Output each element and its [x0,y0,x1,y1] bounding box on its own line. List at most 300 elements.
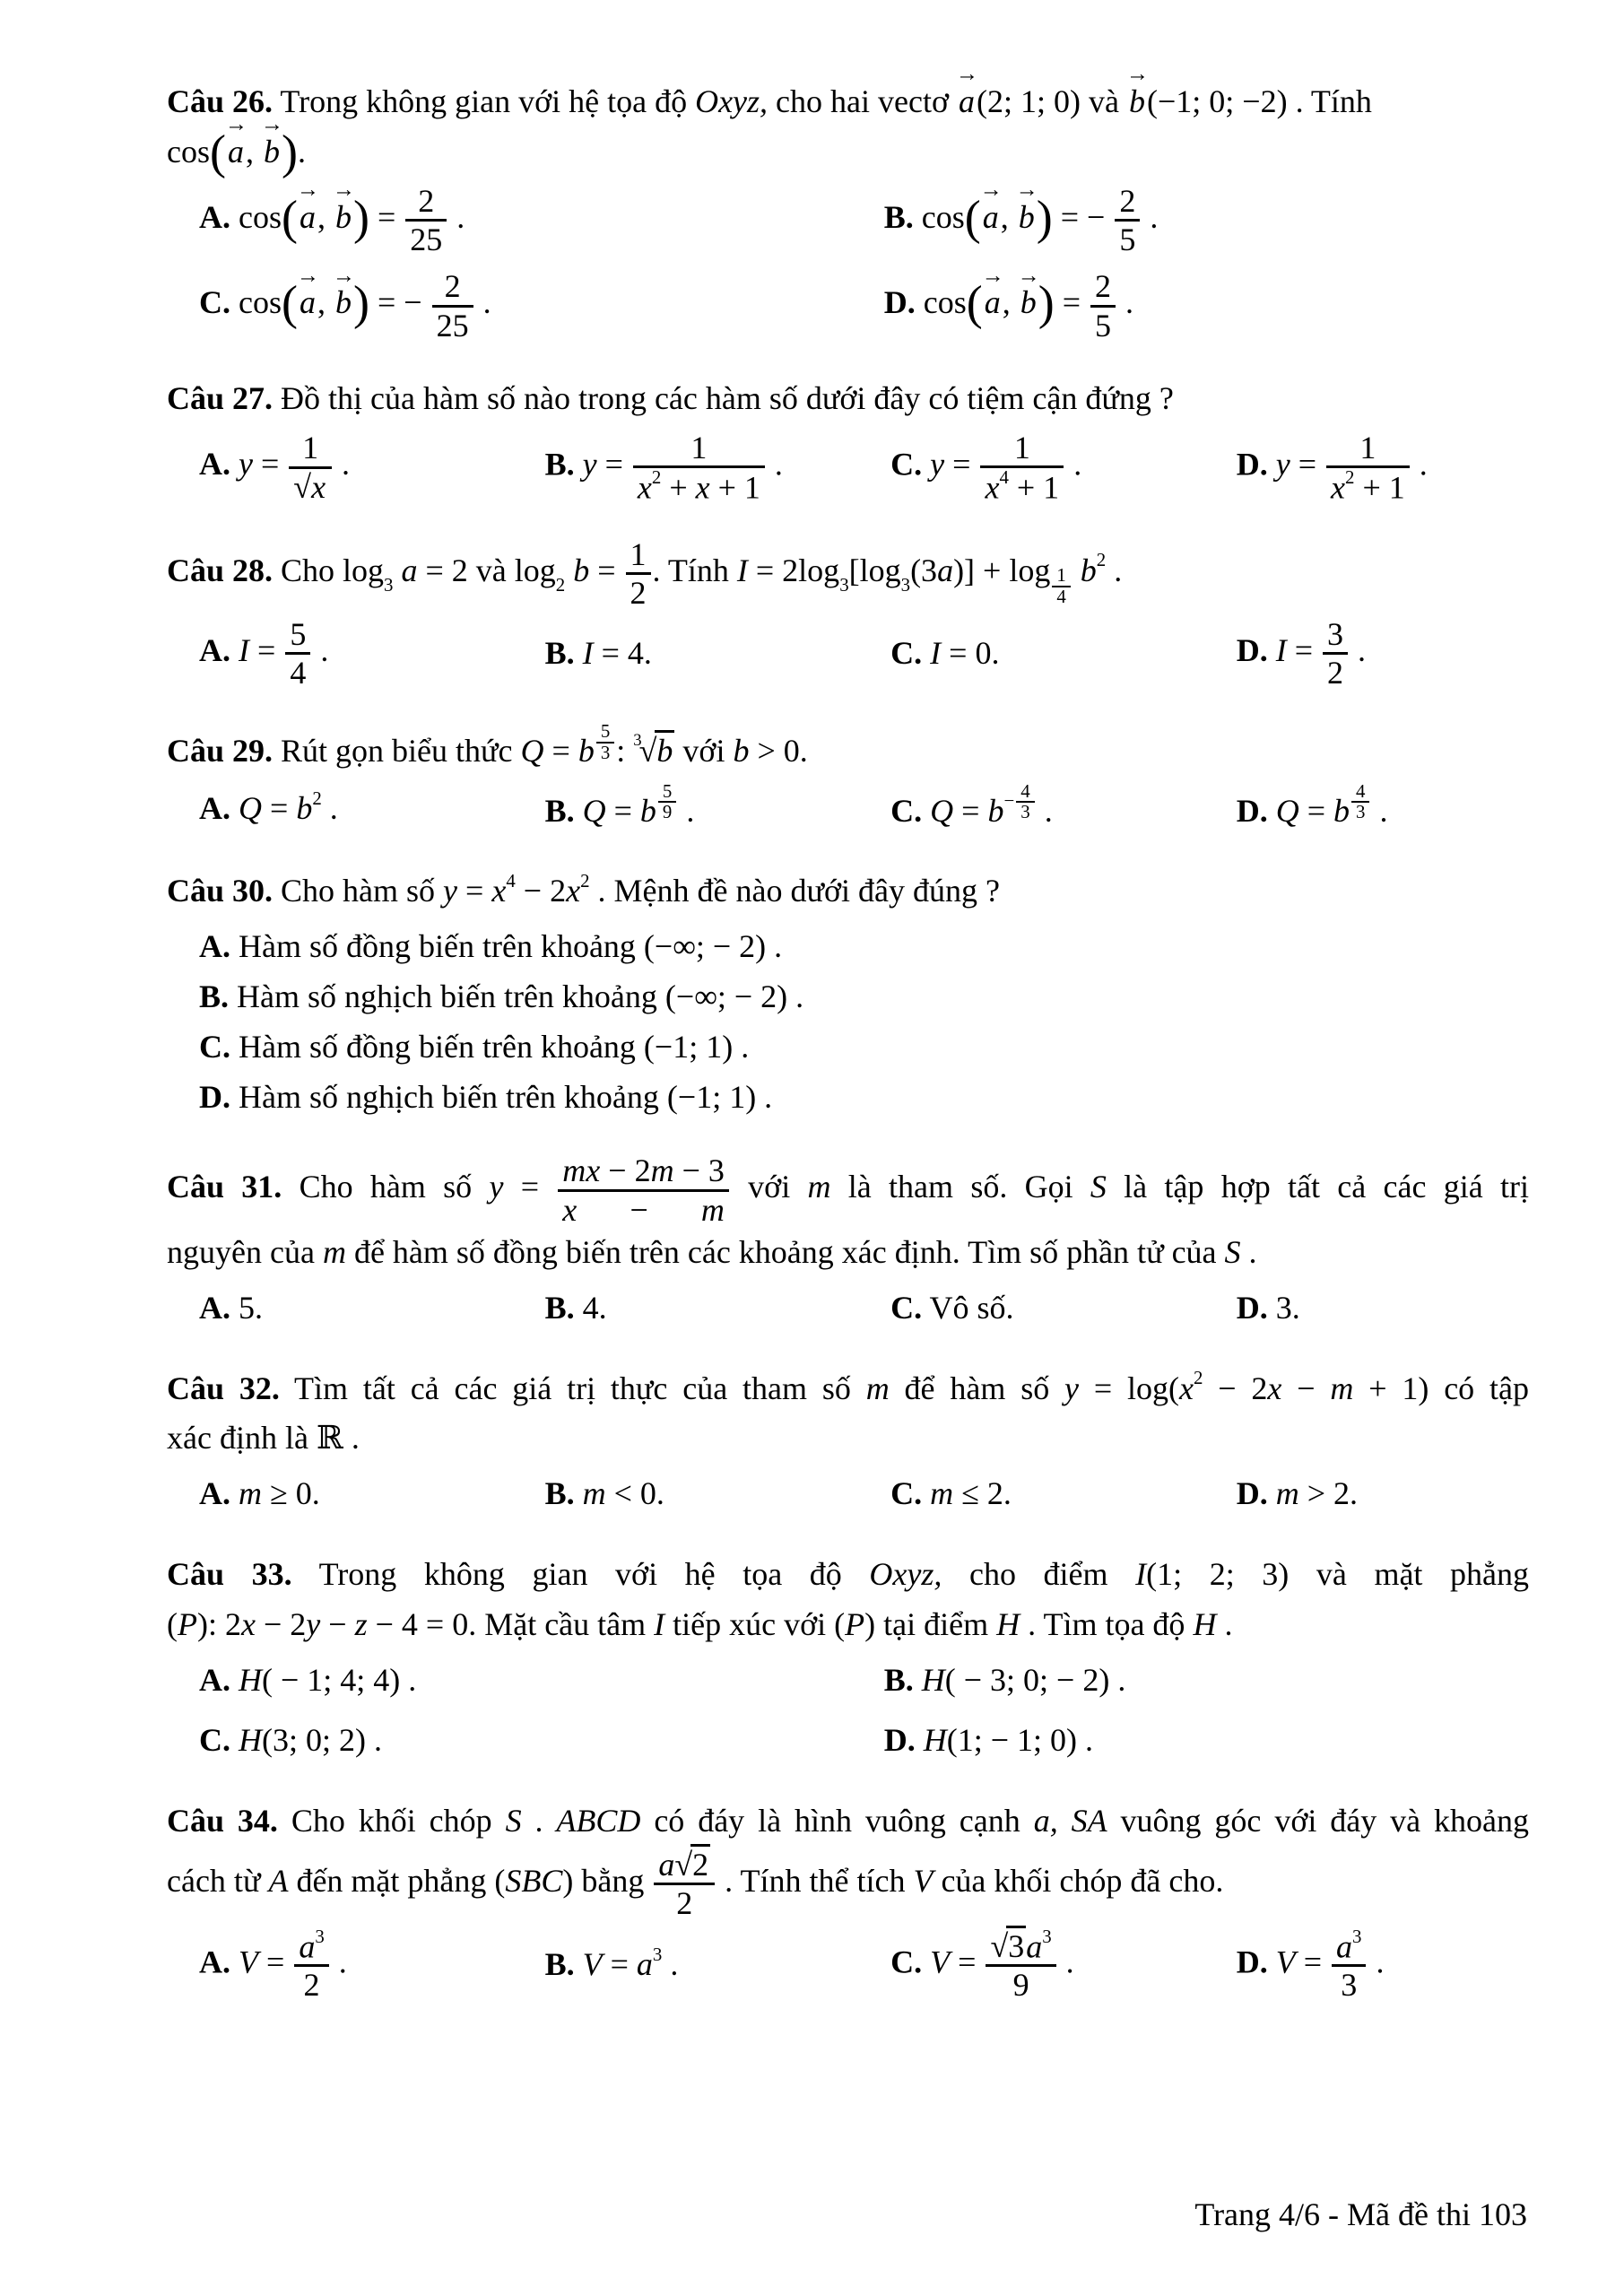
fraction [1330,1927,1368,2004]
subscript: 3 [384,574,394,596]
option-label: C. [890,1944,923,1980]
vector-arrow-icon: → [332,263,356,288]
question-34-stem [167,1796,1529,1921]
numerator: 4 [1356,779,1366,802]
stem-line: Câu 30. Cho hàm số y = x4 − 2x2 . Mệnh đề nào dưới đây đúng ? [167,870,1000,909]
question-34-options [167,1927,1529,2004]
question-26-options [167,178,1529,344]
denominator: 9 [986,1964,1055,2003]
option-label: D. [1236,1944,1268,1980]
question-32-stem [167,1364,1529,1465]
math-var: b [733,732,750,769]
question-26 [167,62,1529,344]
math-var: x [985,469,1000,506]
math-var: m [582,1475,606,1512]
numerator [654,1847,715,1883]
option-32-B: B. m < 0. [544,1475,664,1512]
stem-line: Câu 27. Đồ thị của hàm số nào trong các hàm số dưới đây có tiệm cận đứng ? [167,379,1174,416]
math-var: a [299,1927,316,1964]
option-label: D. [199,1078,230,1115]
option-label: B. [544,1289,575,1326]
option-33-C: C. H(3; 0; 2) . [199,1722,382,1759]
fraction [1113,183,1142,258]
option-26-D: D. cos( → a, → b) = $\frac{2}{5}$ . [883,263,1134,344]
denominator: 5 [1115,219,1140,257]
denominator: 2 [294,1964,328,2003]
math-var: I [582,635,594,672]
math-var: I [239,632,249,669]
vector [224,112,248,178]
numerator: 1 [1013,429,1030,465]
supscript: 4 [506,870,516,892]
math-var: y [930,446,945,483]
option-label: C. [890,792,923,829]
subscript [1050,566,1072,607]
option-label: C. [890,635,923,672]
denominator: x − m [558,1189,729,1228]
fraction [1089,268,1117,344]
math-var: a [401,552,418,588]
math-var: H [996,1605,1020,1642]
option-27-D: D. y = $\frac{1}{x2 + 1}$ . [1236,429,1428,506]
math-var: b [334,198,352,235]
denominator: 3 [1332,1964,1366,2003]
supscript: 2 [1096,549,1107,571]
question-34 [167,1796,1529,2003]
math-var: m [650,1152,674,1189]
denominator: 3 [596,742,614,763]
math-var: b [1333,792,1350,829]
math-var: x [1179,1370,1194,1406]
question-32 [167,1364,1529,1519]
option-31-B: B. 4. [544,1289,607,1326]
denominator: x2 + x + 1 [633,465,765,506]
denominator: 5 [1090,305,1116,344]
numerator: 1 [1359,429,1376,465]
denominator: 2 [626,572,651,611]
option-label: D. [883,284,916,321]
math-var: x [241,1605,256,1642]
page-footer [1194,2190,1527,2240]
option-label: A. [199,1475,230,1512]
supscript [1350,779,1371,823]
bold-text: Câu 26. [167,83,274,119]
vector-arrow-icon: → [981,263,1004,288]
math-var: b [1020,284,1037,321]
denominator: 9 [658,801,676,822]
stem-line: nguyên của m để hàm số đồng biến trên các khoảng xác định. Tìm số phần tử của S . [167,1233,1257,1270]
question-30 [167,866,1529,1122]
footer-text: Trang 4/6 - Mã đề thi 103 [1194,2196,1527,2233]
stem-line: cách từ A đến mặt phẳng (SBC) bằng $\frac{a√2}{2}$ . Tính thể tích V của khối chóp đã cho. [167,1847,1529,1922]
radicand: 2 [690,1844,710,1883]
math-var: m [322,1233,346,1270]
option-label: C. [890,446,923,483]
vector [979,178,1003,243]
radical-sign-icon: √ [293,468,310,505]
option-29-A: A. Q = b2 . [199,787,338,827]
question-list [167,62,1530,2004]
math-var: b [334,284,352,321]
option-34-A: A. V = $\frac{a3}{2}$ . [199,1925,347,2004]
stem-line: Câu 31. Cho hàm số y = $\frac{mx - 2m - 3}{x - m}$ với m là tham số. Gọi S là tập hợp tất cả các giá trị [167,1152,1529,1228]
big-paren: ) [352,190,369,245]
math-var: I [930,635,942,672]
option-label: A. [199,1661,230,1698]
math-var: x [695,469,710,506]
question-29-stem [167,719,1529,777]
option-26-A: A. cos( → a, → b) = $\frac{2}{25}$ . [199,178,465,257]
option-label: B. [883,198,914,235]
fraction [283,616,312,691]
fraction [1324,430,1411,506]
denominator: 25 [432,305,473,344]
math-var: b [263,133,280,170]
math-var: b [987,792,1004,829]
option-33-A: A. H( − 1; 4; 4) . [199,1661,417,1698]
radical [293,469,327,505]
big-paren: ) [352,275,369,330]
math-var: S [1090,1169,1107,1205]
math-var: x [562,1191,578,1228]
supscript: 2 [1194,1367,1203,1389]
math-var: a [658,1846,675,1883]
option-34-B: B. V = a3 . [544,1943,679,1983]
stem-line: (P): 2x − 2y − z − 4 = 0. Mặt cầu tâm I tiếp xúc với (P) tại điểm H . Tìm tọa độ H . [167,1605,1233,1642]
question-31 [167,1152,1529,1333]
math-var: I [654,1605,665,1642]
vector-arrow-icon: → [224,112,248,137]
question-33-options [167,1656,1529,1767]
stem-line: Câu 28. Cho log3 a = 2 và log2 b = $\frac{1}{2}$ . Tính I = 2log3[log3(3a)] + log $\frac{1}{4}$ b2 . [167,535,1123,611]
vector [296,263,320,328]
option-28-C: C. I = 0. [890,635,1000,672]
fraction [556,1152,731,1228]
math-var: z [354,1605,368,1642]
numerator: 2 [444,268,461,305]
option-31-C: C. Vô số. [890,1289,1014,1326]
math-var: A [268,1863,289,1900]
option-30-A: A. Hàm số đồng biến trên khoảng (−∞; − 2) . [199,928,783,965]
numerator: 4 [1020,779,1030,802]
supscript: 3 [315,1925,325,1947]
radicand: 3 [1006,1926,1026,1964]
supscript: 3 [1352,1925,1362,1947]
option-30-C: C. Hàm số đồng biến trên khoảng (−1; 1) . [199,1028,750,1065]
vector [1017,263,1040,328]
option-label: A. [199,1944,230,1980]
math-var: m [807,1169,831,1205]
fraction [430,268,475,344]
math-var: b [573,552,590,588]
option-label: D. [1236,632,1268,669]
math-var: Q [1275,792,1299,829]
option-32-C: C. m ≤ 2. [890,1475,1012,1512]
option-label: B. [544,446,575,483]
math-var: x [1331,469,1346,506]
option-label: C. [199,1722,230,1759]
math-var: a [1336,1927,1353,1964]
supscript: 2 [1345,465,1355,488]
fraction [631,430,767,506]
numerator: 1 [630,535,647,572]
radical [674,1847,710,1883]
stem-line: cos( → a, → b). [167,112,306,179]
numerator: 1 [1056,564,1066,587]
bold-text: Câu 34. [167,1803,278,1839]
big-paren: ) [281,125,298,179]
denominator: x2 + 1 [1326,465,1410,506]
stem-line: Câu 26. Trong không gian với hệ tọa độ Oxyz, cho hai vectơ → a(2; 1; 0) và → b(−1; 0; −2) . Tính [167,77,1529,127]
bold-text: Câu 28. [167,552,274,588]
math-var: a [227,133,244,170]
option-label: B. [544,1475,575,1512]
math-var: Q [582,792,606,829]
numerator [1332,1927,1366,1965]
option-27-A: A. y = $\frac{1}{√x}$ . [199,430,351,505]
math-var: y [1275,446,1290,483]
math-var: H [239,1722,262,1759]
math-var: y [1064,1370,1080,1406]
vector-arrow-icon: → [332,178,356,203]
supscript: 3 [1042,1925,1052,1947]
denominator: 2 [654,1883,715,1921]
math-var: a [636,1946,653,1983]
fraction [1350,779,1371,823]
option-28-D: D. I = $\frac{3}{2}$ . [1236,616,1367,691]
math-var: a [984,284,1001,321]
supscript: − $\frac{4}{3}$ [1003,782,1036,823]
option-26-C: C. cos( → a, → b) = − $\frac{2}{25}$ . [199,263,491,344]
math-var: Q [239,790,262,827]
math-var: a [937,552,954,588]
math-var: y [489,1169,504,1205]
math-var: I [736,552,748,588]
option-label: B. [544,792,575,829]
radical [633,726,674,777]
math-var: SBC [505,1863,563,1900]
math-var: x [491,873,507,909]
vector [296,178,320,243]
math-var: H [239,1661,262,1698]
math-var: m [930,1475,954,1512]
math-var: V [239,1944,258,1980]
denominator: 25 [405,219,447,257]
vector-arrow-icon: → [955,62,979,87]
option-label: B. [199,978,230,1014]
question-31-options [167,1283,1529,1334]
fraction [1014,779,1036,823]
question-29-options [167,779,1529,837]
math-var: y [239,446,253,483]
math-var: SA [1071,1803,1107,1839]
numerator: 2 [418,182,435,219]
option-26-B: B. cos( → a, → b) = − $\frac{2}{5}$ . [883,178,1159,257]
root-index: 3 [633,731,642,750]
option-29-D: D. Q = b $\frac{4}{3}$ . [1236,779,1388,829]
question-28 [167,536,1529,691]
math-var: V [582,1946,603,1983]
vector-arrow-icon: → [1125,62,1150,87]
fraction [984,1927,1057,2004]
option-27-B: B. y = $\frac{1}{x2 + x + 1}$ . [544,429,783,506]
big-paren: ) [1038,275,1055,330]
math-var: m [239,1475,262,1512]
option-29-B: B. Q = b $\frac{5}{9}$ . [544,779,695,829]
vector [955,62,979,127]
question-32-options [167,1469,1529,1519]
math-var: a [299,198,316,235]
math-var: b [1080,552,1097,588]
option-27-C: C. y = $\frac{1}{x4 + 1}$ . [890,429,1082,506]
math-var: x [1267,1370,1282,1406]
supscript: 3 [652,1943,663,1965]
option-32-D: D. m > 2. [1236,1475,1359,1512]
fraction [1321,616,1350,691]
option-label: A. [199,1289,230,1326]
vector-arrow-icon: → [296,178,320,203]
numerator: 1 [690,429,708,465]
stem-line: xác định là ℝ . [167,1420,360,1457]
numerator [294,1927,328,1965]
question-27-options [167,430,1529,506]
vector [1125,62,1150,127]
option-28-B: B. I = 4. [544,635,652,672]
radical-sign-icon: √ [638,732,656,769]
question-29 [167,719,1529,837]
question-28-options [167,616,1529,691]
denominator [289,466,332,505]
subscript: 3 [839,574,849,596]
math-var: Q [520,732,544,769]
supscript: 4 [999,465,1009,488]
math-var: b [639,792,656,829]
option-31-A: A. 5. [199,1289,263,1326]
math-var: S [1224,1233,1241,1270]
option-29-C: C. Q = b− $\frac{4}{3}$ . [890,779,1053,829]
stem-line: Câu 29. Rút gọn biểu thức Q = b $\frac{5}{3}$ : 3√b với b > 0. [167,722,1529,777]
fraction [404,183,448,258]
stem-line: Câu 34. Cho khối chóp S . ABCD có đáy là hình vuông cạnh a, SA vuông góc với đáy và khoảng [167,1803,1530,1839]
math-var: a [982,198,999,235]
option-label: D. [1236,1475,1268,1512]
denominator: 2 [1323,652,1348,691]
option-28-A: A. I = $\frac{5}{4}$ . [199,616,329,691]
option-31-D: D. 3. [1236,1289,1300,1326]
math-var: P [178,1605,197,1642]
math-var: y [306,1605,321,1642]
math-var: x [566,873,581,909]
option-34-C: C. V = $\frac{√3a3}{9}$ . [890,1925,1074,2004]
math-var: Q [930,792,954,829]
option-label: A. [199,790,230,827]
fraction [624,536,653,612]
big-paren: ) [1036,190,1053,245]
numerator: 1 [302,430,319,466]
vector [1015,178,1038,243]
math-var: V [1275,1944,1296,1980]
numerator [986,1927,1055,1965]
math-var: mx [562,1152,601,1189]
vector [332,178,356,243]
bold-text: Câu 27. [167,379,274,416]
math-var: m [1330,1370,1354,1406]
question-26-stem [167,62,1529,179]
math-var: x [637,469,652,506]
math-var: b [656,732,673,769]
subscript: 3 [900,574,911,596]
math-var: m [865,1370,890,1406]
question-28-stem [167,536,1529,612]
option-label: A. [199,198,230,235]
numerator: 5 [290,616,307,653]
math-var: b [296,790,313,827]
option-30-B: B. Hàm số nghịch biến trên khoảng (−∞; − 2) . [199,978,804,1014]
stem-line: Câu 32. Tìm tất cả các giá trị thực của tham số m để hàm số y = log(x2 − 2x − m + 1) có tập [167,1367,1529,1406]
fraction [1050,566,1072,607]
math-var: V [930,1944,951,1980]
vector-arrow-icon: → [1015,178,1038,203]
option-32-A: A. m ≥ 0. [199,1475,320,1512]
math-var: I [1275,632,1287,669]
option-label: D. [1236,1289,1268,1326]
numerator: 2 [1095,268,1112,305]
fraction [652,1847,716,1922]
denominator: 3 [1351,801,1369,822]
radicand [655,730,674,769]
math-var: Oxyz, [869,1555,942,1592]
fraction [595,719,616,763]
math-var: Oxyz, [695,83,769,119]
radical [990,1928,1026,1964]
math-var: x [311,468,326,505]
big-paren: ( [282,275,298,330]
option-30-D: D. Hàm số nghịch biến trên khoảng (−1; 1) . [199,1078,773,1115]
vector-arrow-icon: → [260,112,284,137]
denominator: 4 [285,652,310,691]
vector [260,112,284,178]
option-label: C. [199,1028,230,1065]
denominator: 4 [1052,586,1070,607]
vector [332,263,356,328]
option-label: D. [883,1722,916,1759]
bold-text: Câu 31. [167,1169,282,1205]
math-var: m [700,1191,725,1228]
option-label: A. [199,928,230,965]
vector [981,263,1004,328]
option-label: A. [199,446,230,483]
supscript: 2 [651,465,662,488]
option-label: A. [199,632,230,669]
math-var: y [443,873,458,909]
bold-text: Câu 33. [167,1555,292,1592]
math-var: H [921,1661,945,1698]
math-var: I [1135,1555,1147,1592]
option-label: D. [1236,792,1268,829]
fraction [656,779,678,823]
option-label: B. [544,1946,575,1983]
bold-text: Câu 29. [167,732,274,769]
option-33-D: D. H(1; − 1; 0) . [883,1722,1094,1759]
supscript: 2 [580,870,590,892]
numerator: 3 [1327,616,1344,653]
question-33 [167,1550,1529,1766]
denominator: x4 + 1 [980,465,1064,506]
big-paren: ( [964,190,981,245]
numerator: 5 [662,779,673,802]
bold-text: Câu 30. [167,873,274,909]
math-var: a, [1033,1803,1058,1839]
